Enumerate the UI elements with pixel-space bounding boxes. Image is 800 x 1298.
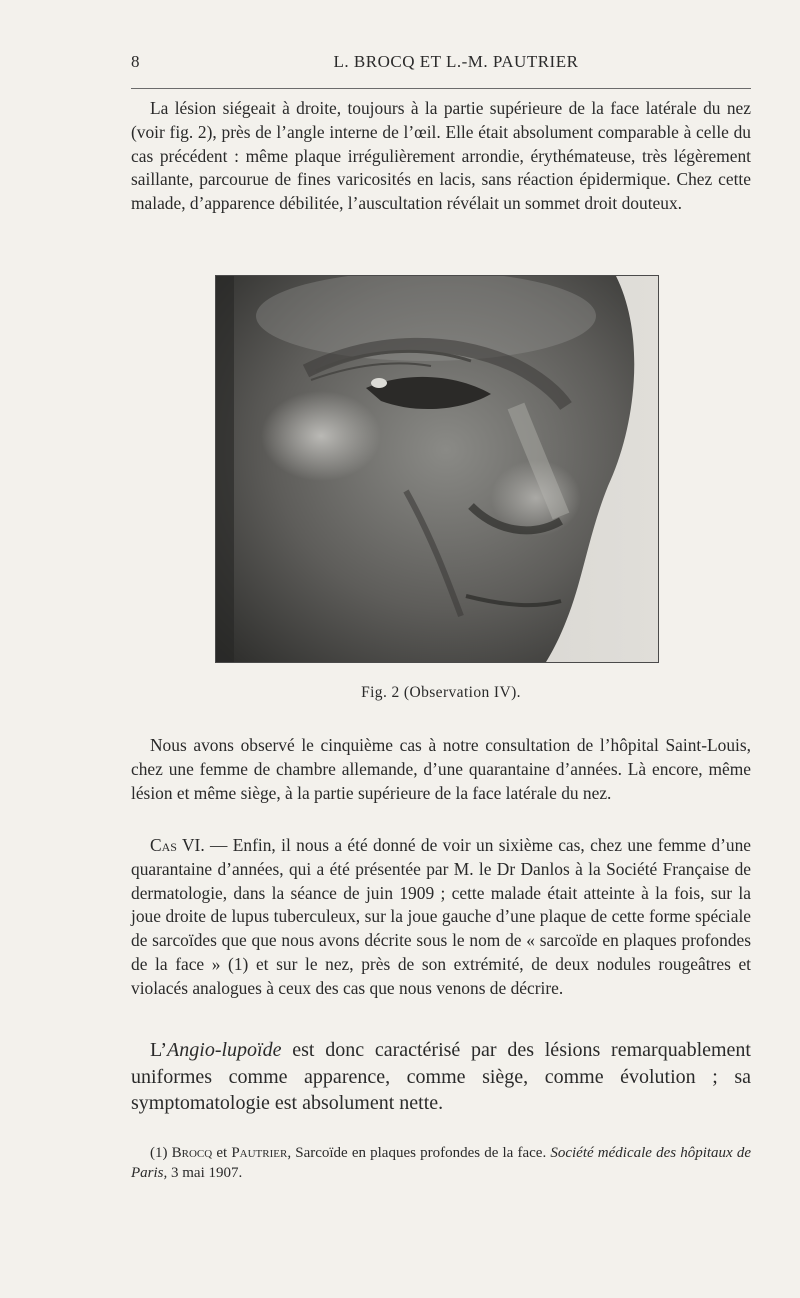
footnote-author-brocq: Brocq: [171, 1145, 213, 1161]
paragraph-observation-iv: La lésion siégeait à droite, toujours à la partie supérieure de la face latérale du nez (voir fig. 2), près de l’angle interne de l’œil. Elle était absolument comparable à celle du cas précédent : même plaque irrégulièrement arrondie, érythémateuse, très légèrement saillante, parcourue de fines varicosités en lacis, sans réaction épidermique. Chez cette malade, d’apparence débilitée, l’auscultation révélait un sommet droit douteux.: [131, 98, 751, 214]
paragraph-case-vi: [131, 834, 751, 1001]
paragraph-fifth-case: Nous avons observé le cinquième cas à notre consultation de l’hôpital Saint-Louis, chez une femme de chambre allemande, d’une quarantaine d’années. Là encore, même lésion et même siège, à la partie supérieure de la face latérale du nez.: [131, 735, 751, 803]
footnote-journal: Société médicale des hôpitaux de Paris,: [131, 1145, 751, 1181]
footnote-marker: (1): [150, 1145, 172, 1161]
case-vi-text: — Enfin, il nous a été donné de voir un sixième cas, chez une femme d’une quarantaine d’années, qui a été présentée par M. le Dr Danlos à la Société Française de dermatologie, dans la séance de juin 1909 ; cette malade était atteinte à la fois, sur la joue droite de lupus tuberculeux, sur la joue gauche d’une plaque de cette forme spéciale de sarcoïdes que que nous avons décrite sous le nom de « sarcoïde en plaques profondes de la face » (1) et sur le nez, près de son extrémité, de deux nodules rougeâtres et violacés analogues à ceux des cas que nous venons de décrire.: [131, 835, 752, 998]
conclusion-text: est donc caractérisé par des lésions remarquablement uniformes comme apparence, comme siège, comme évolution ; sa symptomatologie est absolument nette.: [131, 1039, 751, 1114]
footnote: [131, 1143, 751, 1183]
running-title: L. BROCQ ET L.-M. PAUTRIER: [333, 52, 579, 71]
figure-caption: Fig. 2 (Observation IV).: [361, 684, 521, 701]
figure-photograph: [215, 275, 659, 663]
footnote-date: 3 mai 1907.: [167, 1165, 243, 1181]
conclusion-lead: L’: [150, 1039, 168, 1061]
face-photograph-image: [216, 276, 658, 662]
header-rule: [131, 88, 751, 89]
footnote-author-pautrier: Pautrier: [231, 1145, 288, 1161]
paragraph-conclusion: [131, 1037, 751, 1117]
running-head: [131, 52, 751, 76]
angio-lupoide-term: Angio-lupoïde: [167, 1039, 282, 1061]
footnote-title: , Sarcoïde en plaques profondes de la face.: [287, 1145, 551, 1161]
footnote-joiner: et: [212, 1145, 232, 1161]
case-label: Cas VI.: [150, 835, 205, 855]
page-number: 8: [131, 52, 140, 71]
